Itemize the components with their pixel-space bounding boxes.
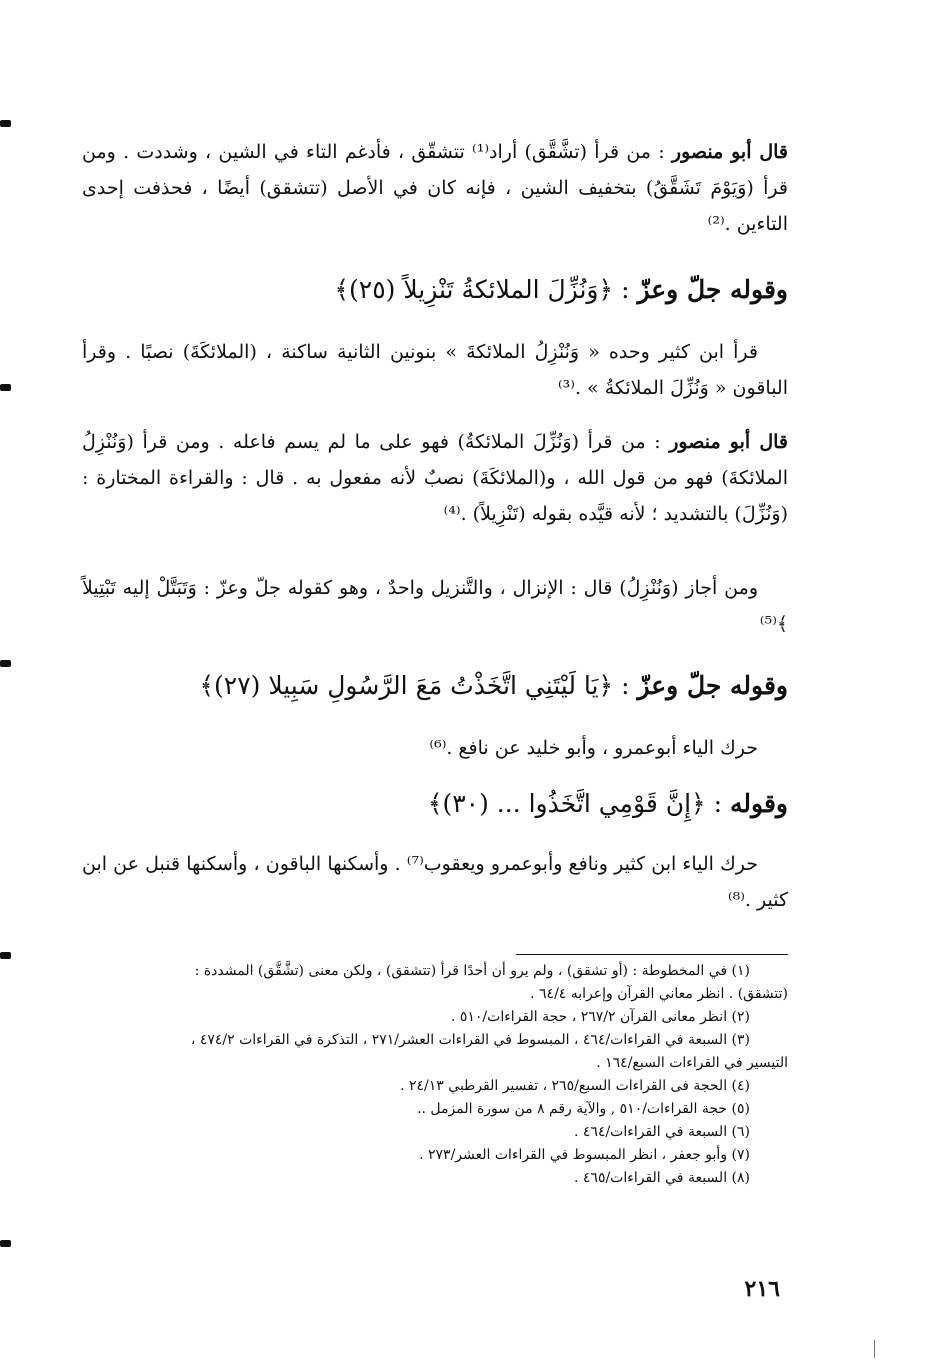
verse-heading-2 — [82, 664, 788, 708]
verse-text: : ﴿يَا لَيْتَنِي اتَّخَذْتُ مَعَ الرَّسُولِ سَبِيلا (٢٧)﴾ — [199, 671, 630, 700]
verse-heading-label: وقوله جلّ وعزّ — [637, 671, 788, 700]
paragraph-text: : من قرأ (وَنُزِّلَ الملائكةُ) فهو على ما لم يسم فاعله . ومن قرأ (وَنُنْزِلُ الملائكةَ) فهو من قول الله ، و(الملائكَةَ) نصبٌ لأنه مفعول به . قال : والقراءة المختارة : (وَنُزِّلَ) بالتشديد ؛ لأنه قيَّده بقوله (تَنْزِيلاً) .⁽⁴⁾ — [82, 431, 788, 525]
footnote: (٣) السبعة في القراءات/٤٦٤ ، المبسوط في القراءات العشر/٢٧١ ، التذكرة في القراءات ٤٧٤/٢ ، — [190, 1032, 750, 1048]
verse-heading-label: وقوله — [730, 789, 788, 818]
footnote: (٦) السبعة في القراءات/٤٦٤ . — [574, 1124, 750, 1140]
verse-heading-1 — [82, 268, 788, 312]
speaker-label: قال أبو منصور — [669, 431, 789, 453]
paragraph-text: ومن أجاز (وَنُنْزِلُ) قال : الإنزال ، والتَّنزيل واحدٌ ، وهو كقوله جلّ وعزّ : وَتَبَتَّلْ إليه تَبْتِيلاً ﴾⁽⁵⁾ — [82, 577, 788, 635]
footnote: (١) في المخطوطة : (أو تشقق) ، ولم يرو أن أحدًا قرأ (تتشقق) ، ولكن معنى (تشَّقَّق) المشددة : — [194, 963, 750, 979]
footnote: (٨) السبعة في القراءات/٤٦٥ . — [574, 1170, 750, 1186]
paragraph-5 — [82, 730, 788, 766]
footnotes — [82, 960, 788, 1190]
paragraph-4 — [82, 570, 788, 642]
footnote: (٤) الحجة فى القراءات السبع/٢٦٥ ، تفسير القرطبي ٢٤/١٣ . — [400, 1078, 750, 1094]
scan-edge-mark — [874, 1340, 875, 1358]
verse-text: : ﴿إِنَّ قَوْمِي اتَّخَذُوا ... (٣٠)﴾ — [427, 789, 723, 818]
binding-mark — [0, 1240, 11, 1247]
paragraph-text: حرك الياء ابن كثير ونافع وأبوعمرو ويعقوب⁽⁷⁾ . وأسكنها الباقون ، وأسكنها قنبل عن ابن كثير .⁽⁸⁾ — [82, 853, 788, 911]
verse-text: : ﴿وَنُزِّلَ الملائكةُ تَنْزِيلاً (٢٥)﴾ — [334, 275, 630, 304]
paragraph-text: قرأ ابن كثير وحده « وَنُنْزِلُ الملائكةَ » بنونين الثانية ساكنة ، (الملائكَةَ) نصبًا . وقرأ الباقون « وَنُزِّلَ الملائكةُ » .⁽³⁾ — [82, 341, 788, 399]
paragraph-1 — [82, 134, 788, 242]
page-number: ٢١٦ — [744, 1276, 780, 1302]
footnote-continuation: (تتشقق) . انظر معاني القرآن وإعرابه ٦٤/٤ . — [530, 986, 788, 1002]
paragraph-6 — [82, 846, 788, 918]
paragraph-text: حرك الياء أبوعمرو ، وأبو خليد عن نافع .⁽⁶⁾ — [429, 737, 758, 759]
footnote: (٧) وأبو جعفر ، انظر المبسوط في القراءات العشر/٢٧٣ . — [419, 1147, 750, 1163]
footnote-divider — [516, 954, 788, 955]
binding-mark — [0, 952, 11, 959]
verse-heading-3 — [82, 782, 788, 826]
paragraph-3 — [82, 424, 788, 532]
footnote: (٥) حجة القراءات/٥١٠ , والآية رقم ٨ من سورة المزمل .. — [417, 1101, 750, 1117]
paragraph-text: : من قرأ (تشَّقَّق) أراد⁽¹⁾ تتشقّق ، فأدغم التاء في الشين ، وشددت . ومن قرأ (وَيَوْمَ تَشَقَّقُ) بتخفيف الشين ، فإنه كان في الأصل (تتشقق) أيضًا ، فحذفت إحدى التاءين .⁽²⁾ — [82, 141, 788, 235]
speaker-label: قال أبو منصور — [671, 141, 788, 163]
footnote-continuation: التيسير في القراءات السبع/١٦٤ . — [596, 1055, 788, 1071]
paragraph-2 — [82, 334, 788, 406]
verse-heading-label: وقوله جلّ وعزّ — [637, 275, 788, 304]
binding-mark — [0, 660, 11, 667]
binding-mark — [0, 384, 11, 391]
footnote: (٢) انظر معانى القرآن ٢٦٧/٢ ، حجة القراءات/٥١٠ . — [450, 1009, 750, 1025]
binding-mark — [0, 120, 11, 127]
